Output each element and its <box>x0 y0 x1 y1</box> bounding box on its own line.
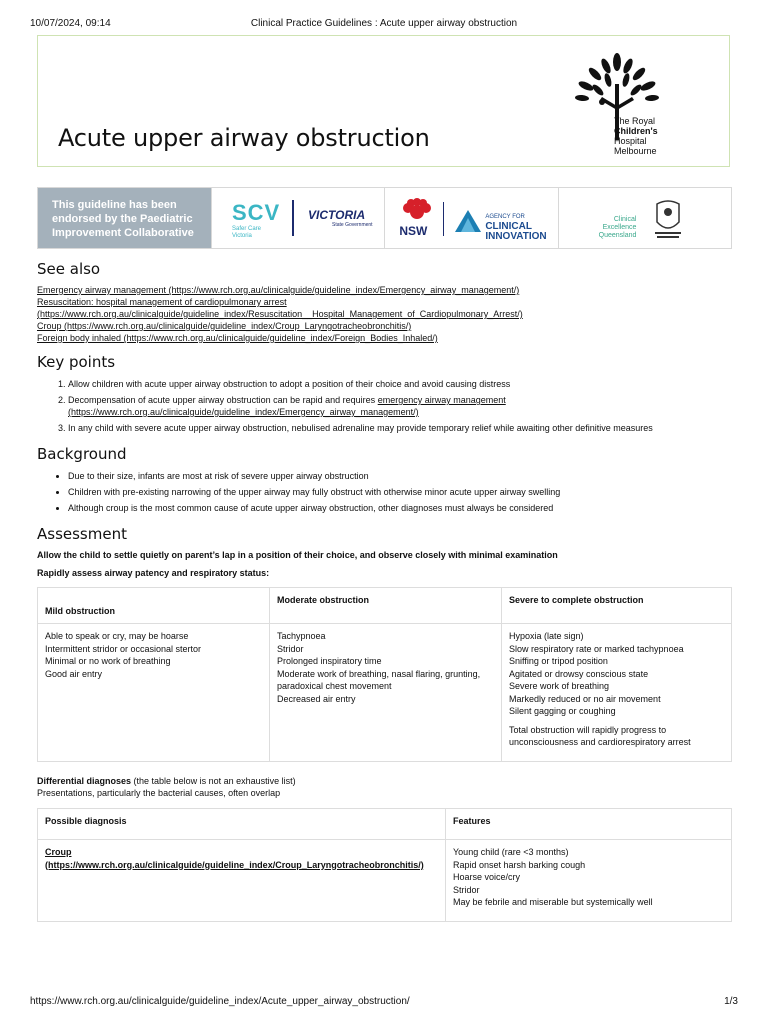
link-foreign-body[interactable]: Foreign body inhaled (https://www.rch.org.au/clinicalguide/guideline_index/Foreign_Bodies_Inhaled/) <box>37 333 438 343</box>
scv-victoria-logos <box>211 188 384 248</box>
scv-logo: SCV <box>232 200 281 225</box>
list-item: • Due to their size, infants are most at risk of severe upper airway obstruction <box>68 470 768 482</box>
list-item: 1. Allow children with acute upper airway obstruction to adopt a position of their choice and avoid causing distress <box>68 378 768 390</box>
th-possible-diagnosis: Possible diagnosis <box>38 809 446 840</box>
td-mild: Able to speak or cry, may be hoarse Intermittent stridor or occasional stertor Minimal or no work of breathing Good air entry <box>38 624 270 762</box>
rch-logo-text: The Royal Children's Hospital Melbourne <box>614 116 658 156</box>
background-list <box>37 470 768 518</box>
th-moderate: Moderate obstruction <box>270 588 502 624</box>
list-item: 3. In any child with severe acute upper airway obstruction, nebulised adrenaline may provide temporary relief while awaiting other definitive measures <box>68 422 768 434</box>
endorsement-banner <box>37 187 732 249</box>
differential-subtitle: Presentations, particularly the bacterial causes, often overlap <box>37 788 281 798</box>
assessment-heading: Assessment <box>37 525 127 543</box>
list-item: • Although croup is the most common cause of acute upper airway obstruction, other diagnoses must always be considered <box>68 502 768 514</box>
link-resuscitation[interactable]: Resuscitation: hospital management of cardiopulmonary arrest <box>37 297 287 307</box>
key-points-heading: Key points <box>37 353 116 371</box>
print-url: https://www.rch.org.au/clinicalguide/guideline_index/Acute_upper_airway_obstruction/ <box>30 996 410 1007</box>
td-severe: Hypoxia (late sign) Slow respiratory rate or marked tachypnoea Sniffing or tripod position Agitated or drowsy conscious state Severe work of breathing Markedly reduced or no air movement Silent gagging or coughing Total obstruction will rapidly progress to unconsciousness and cardiorespiratory arrest <box>502 624 732 762</box>
th-severe: Severe to complete obstruction <box>502 588 732 624</box>
link-emergency-airway-management[interactable]: emergency airway management <box>377 395 506 405</box>
link-emergency-airway[interactable]: Emergency airway management (https://www.rch.org.au/clinicalguide/guideline_index/Emergency_airway_management/) <box>37 285 520 295</box>
scv-subtitle: Safer Care Victoria <box>232 226 262 239</box>
waratah-icon <box>399 198 435 224</box>
nsw-logo: NSW <box>399 224 428 238</box>
aci-triangle-icon <box>453 208 483 234</box>
victoria-logo: VICTORIA <box>308 208 366 222</box>
key-points-list <box>37 378 768 438</box>
link-resuscitation-url[interactable]: (https://www.rch.org.au/clinicalguide/guideline_index/Resuscitation__Hospital_Management_of_Cardiopulmonary_Arrest/) <box>37 309 523 319</box>
queensland-crest-icon <box>651 198 685 240</box>
assessment-para2: Rapidly assess airway patency and respiratory status: <box>37 568 270 578</box>
obstruction-severity-table <box>37 587 732 762</box>
link-emergency-airway-url[interactable]: (https://www.rch.org.au/clinicalguide/guideline_index/Emergency_airway_management/) <box>68 407 419 417</box>
list-item: 2. Decompensation of acute upper airway obstruction can be rapid and requires emergency airway management (https://www.rch.org.au/clinicalguide/guideline_index/Emergency_airway_management/) <box>68 394 768 418</box>
endorsement-message: This guideline has been endorsed by the Paediatric Improvement Collaborative <box>38 188 211 248</box>
aci-logo: AGENCY FOR CLINICAL INNOVATION <box>485 214 547 242</box>
nsw-aci-logos <box>384 188 557 248</box>
th-mild: Mild obstruction <box>38 588 270 624</box>
see-also-heading: See also <box>37 260 101 278</box>
assessment-para1: Allow the child to settle quietly on parent’s lap in a position of their choice, and observe closely with minimal examination <box>37 550 558 560</box>
td-diagnosis-croup <box>38 840 446 922</box>
clinical-excellence-logo: Clinical Excellence Queensland <box>598 216 637 239</box>
background-heading: Background <box>37 445 127 463</box>
td-moderate: Tachypnoea Stridor Prolonged inspiratory time Moderate work of breathing, nasal flaring, grunting, paradoxical chest movement Decreased air entry <box>270 624 502 762</box>
link-croup-diagnosis[interactable]: Croup <box>45 847 72 857</box>
print-datetime: 10/07/2024, 09:14 <box>30 18 111 29</box>
print-doc-title: Clinical Practice Guidelines : Acute upper airway obstruction <box>250 18 518 29</box>
differential-table <box>37 808 732 922</box>
page-title: Acute upper airway obstruction <box>58 124 430 152</box>
th-features: Features <box>446 809 732 840</box>
victoria-subtitle: State Government <box>332 222 373 228</box>
queensland-logos <box>558 188 731 248</box>
td-features-croup: Young child (rare <3 months) Rapid onset harsh barking cough Hoarse voice/cry Stridor May be febrile and miserable but systemically well <box>446 840 732 922</box>
see-also-links <box>37 284 737 344</box>
page-number: 1/3 <box>724 996 738 1007</box>
list-item: • Children with pre-existing narrowing of the upper airway may fully obstruct with otherwise minor acute upper airway swelling <box>68 486 768 498</box>
link-croup-diagnosis-url[interactable]: (https://www.rch.org.au/clinicalguide/guideline_index/Croup_Laryngotracheobronchitis/) <box>45 859 424 870</box>
link-croup[interactable]: Croup (https://www.rch.org.au/clinicalguide/guideline_index/Croup_Laryngotracheobronchitis/) <box>37 321 412 331</box>
differential-title: Differential diagnoses (the table below is not an exhaustive list) <box>37 776 296 786</box>
